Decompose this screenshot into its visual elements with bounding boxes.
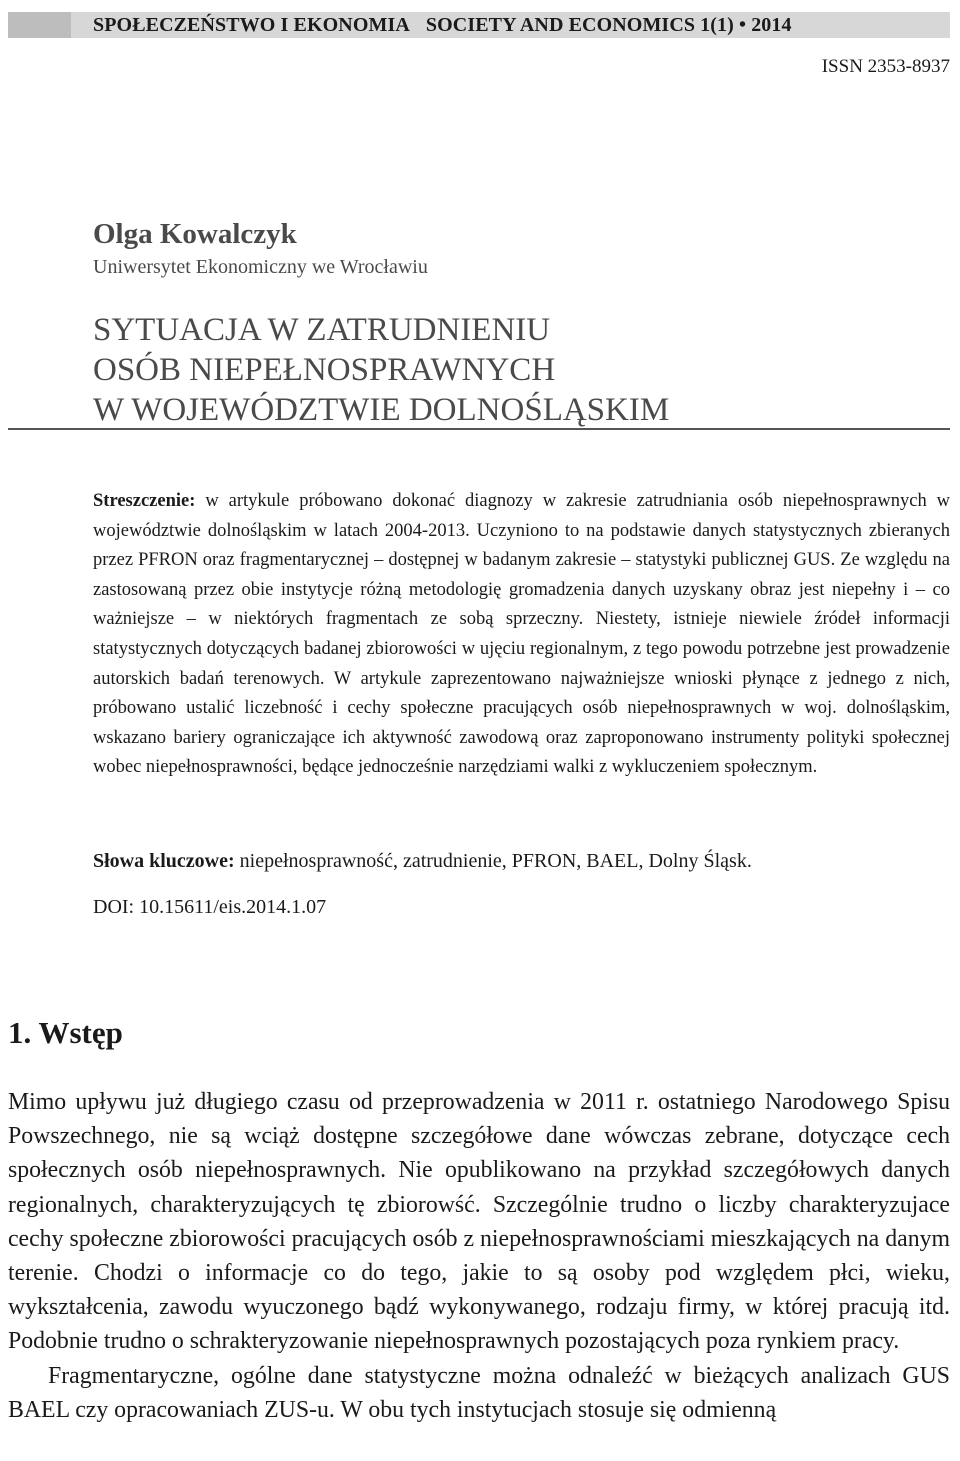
doi: DOI: 10.15611/eis.2014.1.07: [93, 896, 327, 918]
body-text: [8, 1085, 950, 1427]
section-heading: 1. Wstęp: [8, 1015, 123, 1050]
article-title-line: OSÓB NIEPEŁNOSPRAWNYCH: [93, 352, 556, 388]
journal-title-en: SOCIETY AND ECONOMICS 1(1) • 2014: [425, 14, 792, 36]
author-name: Olga Kowalczyk: [93, 218, 297, 250]
keywords-label: Słowa kluczowe:: [93, 850, 235, 872]
keywords-text: niepełnosprawność, zatrudnienie, PFRON, BAEL, Dolny Śląsk.: [239, 850, 752, 872]
journal-title-pl: SPOŁECZEŃSTWO I EKONOMIA: [93, 14, 410, 36]
article-title-line: SYTUACJA W ZATRUDNIENIU: [93, 312, 551, 348]
abstract-label: Streszczenie:: [93, 491, 196, 511]
author-affiliation: Uniwersytet Ekonomiczny we Wrocławiu: [93, 256, 428, 278]
journal-title: [93, 14, 792, 37]
paragraph: Mimo upływu już długiego czasu od przeprowadzenia w 2011 r. ostatniego Narodowego Spisu Powszechnego, nie są wciąż dostępne szczegółowe dane wówczas zebrane, dotyczące cech społecznych osób niepełnosprawnych. Nie opublikowano na przykład szczegółowych danych regionalnych, charakteryzujących tę zbiorowść. Szczególnie trudno o liczby charakteryzujace cechy społeczne zbiorowości pracujących osób z niepełnosprawnościami mieszkających na danym terenie. Chodzi o informacje co do tego, jakie to są osoby pod względem płci, wieku, wykształcenia, zawodu wyuczonego bądź wykonywanego, rodzaju firmy, w której pracują itd. Podobnie trudno o schrakteryzowanie niepełnosprawnych pozostających poza rynkiem pracy.: [8, 1089, 950, 1355]
keywords: [93, 850, 752, 873]
article-title: [93, 310, 669, 430]
journal-header-marker: [8, 12, 71, 38]
issn: ISSN 2353-8937: [821, 56, 950, 77]
abstract: [93, 487, 950, 783]
title-divider: [8, 428, 950, 430]
article-title-line: W WOJEWÓDZTWIE DOLNOŚLĄSKIM: [93, 392, 670, 428]
paragraph: Fragmentaryczne, ogólne dane statystyczne można odnaleźć w bieżących analizach GUS BAEL czy opracowaniach ZUS-u. W obu tych instytucjach stosuje się odmienną: [8, 1362, 950, 1423]
abstract-text: w artykule próbowano dokonać diagnozy w zakresie zatrudniania osób niepełnosprawnych w województwie dolnośląskim w latach 2004-2013. Uczyniono to na podstawie danych statystycznych zbieranych przez PFRON oraz fragmentarycznej – dostępnej w badanym zakresie – statystyki publicznej GUS. Ze względu na zastosowaną przez obie instytycje różną metodologię gromadzenia danych uzyskany obraz jest niepełny i – co ważniejsze – w niektórych fragmentach ze sobą sprzeczny. Niestety, istnieje niewiele źródeł informacji statystycznych dotyczących badanej zbiorowości w ujęciu regionalnym, z tego powodu potrzebne jest prowadzenie autorskich badań terenowych. W artykule zaprezentowano najważniejsze wnioski płynące z jednego z nich, próbowano ustalić liczebność i cechy społeczne pracujących osób niepełnosprawnych w woj. dolnośląskim, wskazano bariery ograniczające ich aktywność zawodową oraz zaproponowano instrumenty polityki społecznej wobec niepełnosprawności, będące jednocześnie narzędziami walki z wykluczeniem społecznym.: [93, 491, 950, 778]
